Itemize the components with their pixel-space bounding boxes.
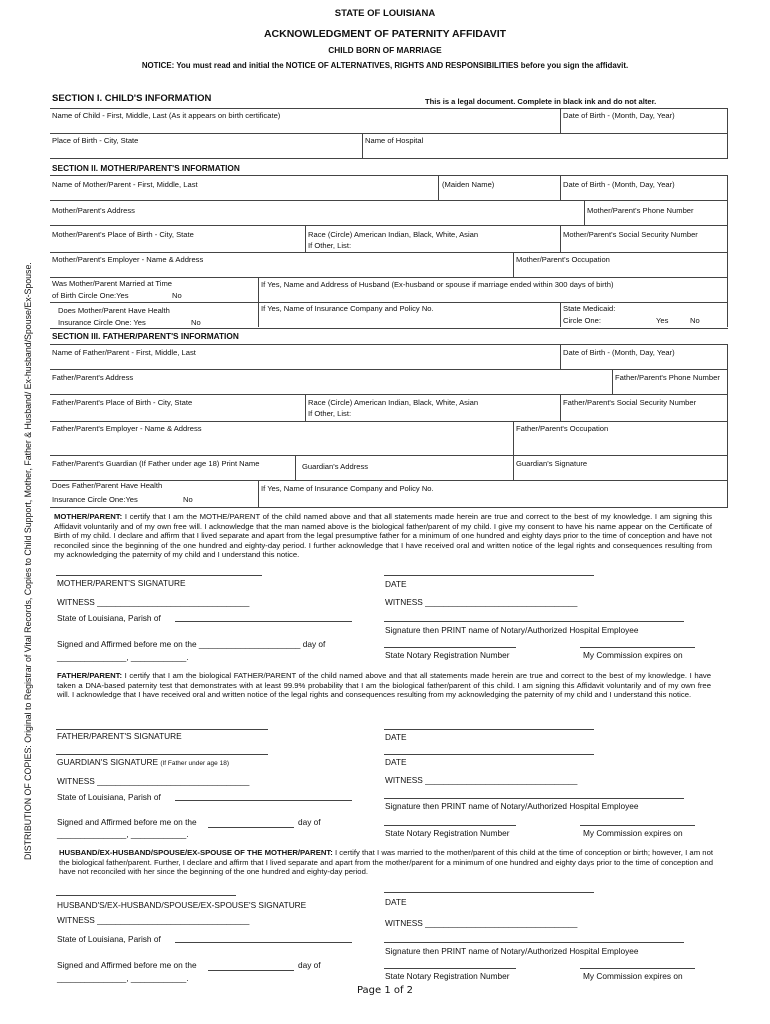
medicaid-no[interactable]: No [690, 316, 700, 325]
mother-health-no[interactable]: No [191, 318, 201, 327]
child-dob-field[interactable]: Date of Birth - (Month, Day, Year) [563, 111, 675, 120]
mother-pob-field[interactable]: Mother/Parent's Place of Birth - City, State [52, 230, 194, 239]
mother-parish-label: State of Louisiana, Parish of [57, 613, 161, 623]
father-signature-line[interactable]: FATHER/PARENT'S SIGNATURE [57, 731, 182, 741]
father-health-label: Does Father/Parent Have Health [52, 481, 163, 490]
mother-employer-field[interactable]: Mother/Parent's Employer - Name & Address [52, 255, 204, 264]
mother-married-label: Was Mother/Parent Married at Time [52, 279, 172, 288]
father-pob-field[interactable]: Father/Parent's Place of Birth - City, State [52, 398, 193, 407]
husband-date-line[interactable]: DATE [385, 897, 407, 907]
husband-affirmed[interactable]: Signed and Affirmed before me on the [57, 960, 197, 970]
guardian-signature-field[interactable]: Guardian's Signature [516, 459, 588, 468]
section3-title: SECTION III. FATHER/PARENT'S INFORMATION [52, 331, 239, 341]
section1-title: SECTION I. CHILD'S INFORMATION [52, 93, 212, 104]
father-phone-field[interactable]: Father/Parent's Phone Number [615, 373, 720, 382]
notice: NOTICE: You must read and initial the NOTICE OF ALTERNATIVES, RIGHTS AND RESPONSIBILITIES before you sign the affidavit. [141, 61, 629, 70]
mother-occupation-field[interactable]: Mother/Parent's Occupation [516, 255, 610, 264]
medicaid-circle: Circle One: [563, 316, 601, 325]
father-occupation-field[interactable]: Father/Parent's Occupation [516, 424, 609, 433]
hospital-field[interactable]: Name of Hospital [365, 136, 424, 145]
father-notary-reg[interactable]: State Notary Registration Number [385, 828, 510, 838]
mother-health-label: Does Mother/Parent Have Health [58, 306, 170, 315]
page-number: Page 1 of 2 [356, 985, 414, 996]
mother-dob-field[interactable]: Date of Birth - (Month, Day, Year) [563, 180, 675, 189]
father-dob-field[interactable]: Date of Birth - (Month, Day, Year) [563, 348, 675, 357]
mother-insurance-field[interactable]: If Yes, Name of Insurance Company and Policy No. [261, 304, 434, 313]
section2-title: SECTION II. MOTHER/PARENT'S INFORMATION [52, 163, 240, 173]
father-health-yes[interactable]: Insurance Circle One:Yes [52, 495, 138, 504]
medicaid-yes[interactable]: Yes [656, 316, 669, 325]
father-address-field[interactable]: Father/Parent's Address [52, 373, 134, 382]
mother-commission[interactable]: My Commission expires on [583, 650, 683, 660]
father-insurance-field[interactable]: If Yes, Name of Insurance Company and Policy No. [261, 484, 434, 493]
husband-day-of: day of [298, 960, 321, 970]
mother-race-other[interactable]: If Other, List: [308, 241, 352, 250]
husband-name-field[interactable]: If Yes, Name and Address of Husband (Ex-husband or spouse if marriage ended within 300 days of birth) [261, 280, 614, 289]
mother-health-yes[interactable]: Insurance Circle One: Yes [58, 318, 146, 327]
mother-name-field[interactable]: Name of Mother/Parent - First, Middle, Last [52, 180, 198, 189]
husband-signature-line[interactable]: HUSBAND'S/EX-HUSBAND/SPOUSE/EX-SPOUSE'S SIGNATURE [57, 900, 307, 910]
guardian-address-field[interactable]: Guardian's Address [302, 462, 369, 471]
mother-address-field[interactable]: Mother/Parent's Address [52, 206, 135, 215]
guardian-signature-line[interactable]: GUARDIAN'S SIGNATURE (If Father under age 18) [57, 757, 229, 767]
mother-married-no[interactable]: No [172, 291, 182, 300]
mother-witness-left[interactable]: WITNESS _________________________________ [57, 597, 250, 607]
mother-date-line[interactable]: DATE [385, 579, 407, 589]
mother-attestation: MOTHER/PARENT: I certify that I am the MOTHE/PARENT of the child named above and that all statements made herein are true and correct to the best of my knowledge. I am signing this Affidavit voluntarily and of my own free will. I acknowledge that the man named above is the biological father/parent of my child. I give my consent to have his name appear on the Certificate of Birth of my child. I declare and affirm that I lived separate and apart from the legal presumptive father for a minimum of one hundred and eighty days prior to the time of conception and have not reconciled since the beginning of the one hundred and eighty-day period. I further acknowledge that I have received oral and written notice of the legal rights and consequences resulting from my acknowledging the paternity of my child and I understand this notice. [54, 512, 712, 560]
father-affirmed-year[interactable]: _______________, ____________. [57, 829, 189, 839]
husband-witness-right[interactable]: WITNESS _________________________________ [385, 918, 578, 928]
father-day-of: day of [298, 817, 321, 827]
mother-ssn-field[interactable]: Mother/Parent's Social Security Number [563, 230, 698, 239]
husband-affirmed-year[interactable]: _______________, ____________. [57, 973, 189, 983]
husband-witness-left[interactable]: WITNESS _________________________________ [57, 915, 250, 925]
husband-attestation: HUSBAND/EX-HUSBAND/SPOUSE/EX-SPOUSE OF THE MOTHER/PARENT: I certify that I was married to the mother/parent of this child at the time of conception or birth; however, I am not the biological father/parent. Further, I declare and affirm that I lived separate and apart from the mother/parent for a minimum of one hundred and eighty days prior to the time of conception and have not reconciled with her since the beginning of the one hundred and eighty-day period. [59, 848, 713, 877]
father-date2-line[interactable]: DATE [385, 757, 407, 767]
mother-phone-field[interactable]: Mother/Parent's Phone Number [587, 206, 694, 215]
mother-race-field[interactable]: Race (Circle) American Indian, Black, White, Asian [308, 230, 479, 239]
mother-witness-right[interactable]: WITNESS _________________________________ [385, 597, 578, 607]
child-name-field[interactable]: Name of Child - First, Middle, Last (As it appears on birth certificate) [52, 111, 281, 120]
husband-notary-signature[interactable]: Signature then PRINT name of Notary/Authorized Hospital Employee [385, 946, 639, 956]
father-attestation: FATHER/PARENT: I certify that I am the biological FATHER/PARENT of the child named above and that all statements made herein are true and correct to the best of my knowledge. I have taken a DNA-based paternity test that demonstrates with at least 99.9% probability that I am the biological father/parent of this child. I am signing this Affidavit voluntarily and of my own free will. I acknowledge that I have received oral and written notice of the legal rights and consequences resulting from my acknowledging the paternity of my child and I understand this notice. [57, 671, 711, 700]
father-race-other[interactable]: If Other, List: [308, 409, 352, 418]
husband-notary-reg[interactable]: State Notary Registration Number [385, 971, 510, 981]
father-commission[interactable]: My Commission expires on [583, 828, 683, 838]
father-guardian-field[interactable]: Father/Parent's Guardian (If Father under age 18) Print Name [52, 459, 260, 468]
mother-notary-reg[interactable]: State Notary Registration Number [385, 650, 510, 660]
father-name-field[interactable]: Name of Father/Parent - First, Middle, Last [52, 348, 196, 357]
mother-married-yes[interactable]: of Birth Circle One:Yes [52, 291, 129, 300]
father-employer-field[interactable]: Father/Parent's Employer - Name & Address [52, 424, 202, 433]
state-heading: STATE OF LOUISIANA [334, 8, 436, 19]
mother-notary-signature[interactable]: Signature then PRINT name of Notary/Authorized Hospital Employee [385, 625, 639, 635]
mother-maiden-field[interactable]: (Maiden Name) [442, 180, 495, 189]
legal-note: This is a legal document. Complete in black ink and do not alter. [425, 97, 657, 106]
distribution-note: DISTRIBUTION OF COPIES: Original to Registrar of Vital Records, Copies to Child Support, Mother, Father & Husband/ Ex-husband/Spouse/Ex-Spouse. [23, 262, 33, 860]
place-of-birth-field[interactable]: Place of Birth - City, State [52, 136, 139, 145]
father-health-no[interactable]: No [183, 495, 193, 504]
father-ssn-field[interactable]: Father/Parent's Social Security Number [563, 398, 697, 407]
mother-affirmed-year[interactable]: _______________, ____________. [57, 652, 189, 662]
father-date-line[interactable]: DATE [385, 732, 407, 742]
page-title: ACKNOWLEDGMENT OF PATERNITY AFFIDAVIT [263, 28, 507, 40]
father-witness-right[interactable]: WITNESS _________________________________ [385, 775, 578, 785]
father-affirmed[interactable]: Signed and Affirmed before me on the [57, 817, 197, 827]
father-parish-label: State of Louisiana, Parish of [57, 792, 161, 802]
father-race-field[interactable]: Race (Circle) American Indian, Black, White, Asian [308, 398, 479, 407]
page-subtitle: CHILD BORN OF MARRIAGE [328, 45, 442, 55]
mother-signature-line[interactable]: MOTHER/PARENT'S SIGNATURE [57, 578, 186, 588]
mother-affirmed[interactable]: Signed and Affirmed before me on the ______________________ day of [57, 639, 326, 649]
father-notary-signature[interactable]: Signature then PRINT name of Notary/Authorized Hospital Employee [385, 801, 639, 811]
father-witness-left[interactable]: WITNESS _________________________________ [57, 776, 250, 786]
husband-parish-label: State of Louisiana, Parish of [57, 934, 161, 944]
husband-commission[interactable]: My Commission expires on [583, 971, 683, 981]
medicaid-label: State Medicaid: [563, 304, 616, 313]
